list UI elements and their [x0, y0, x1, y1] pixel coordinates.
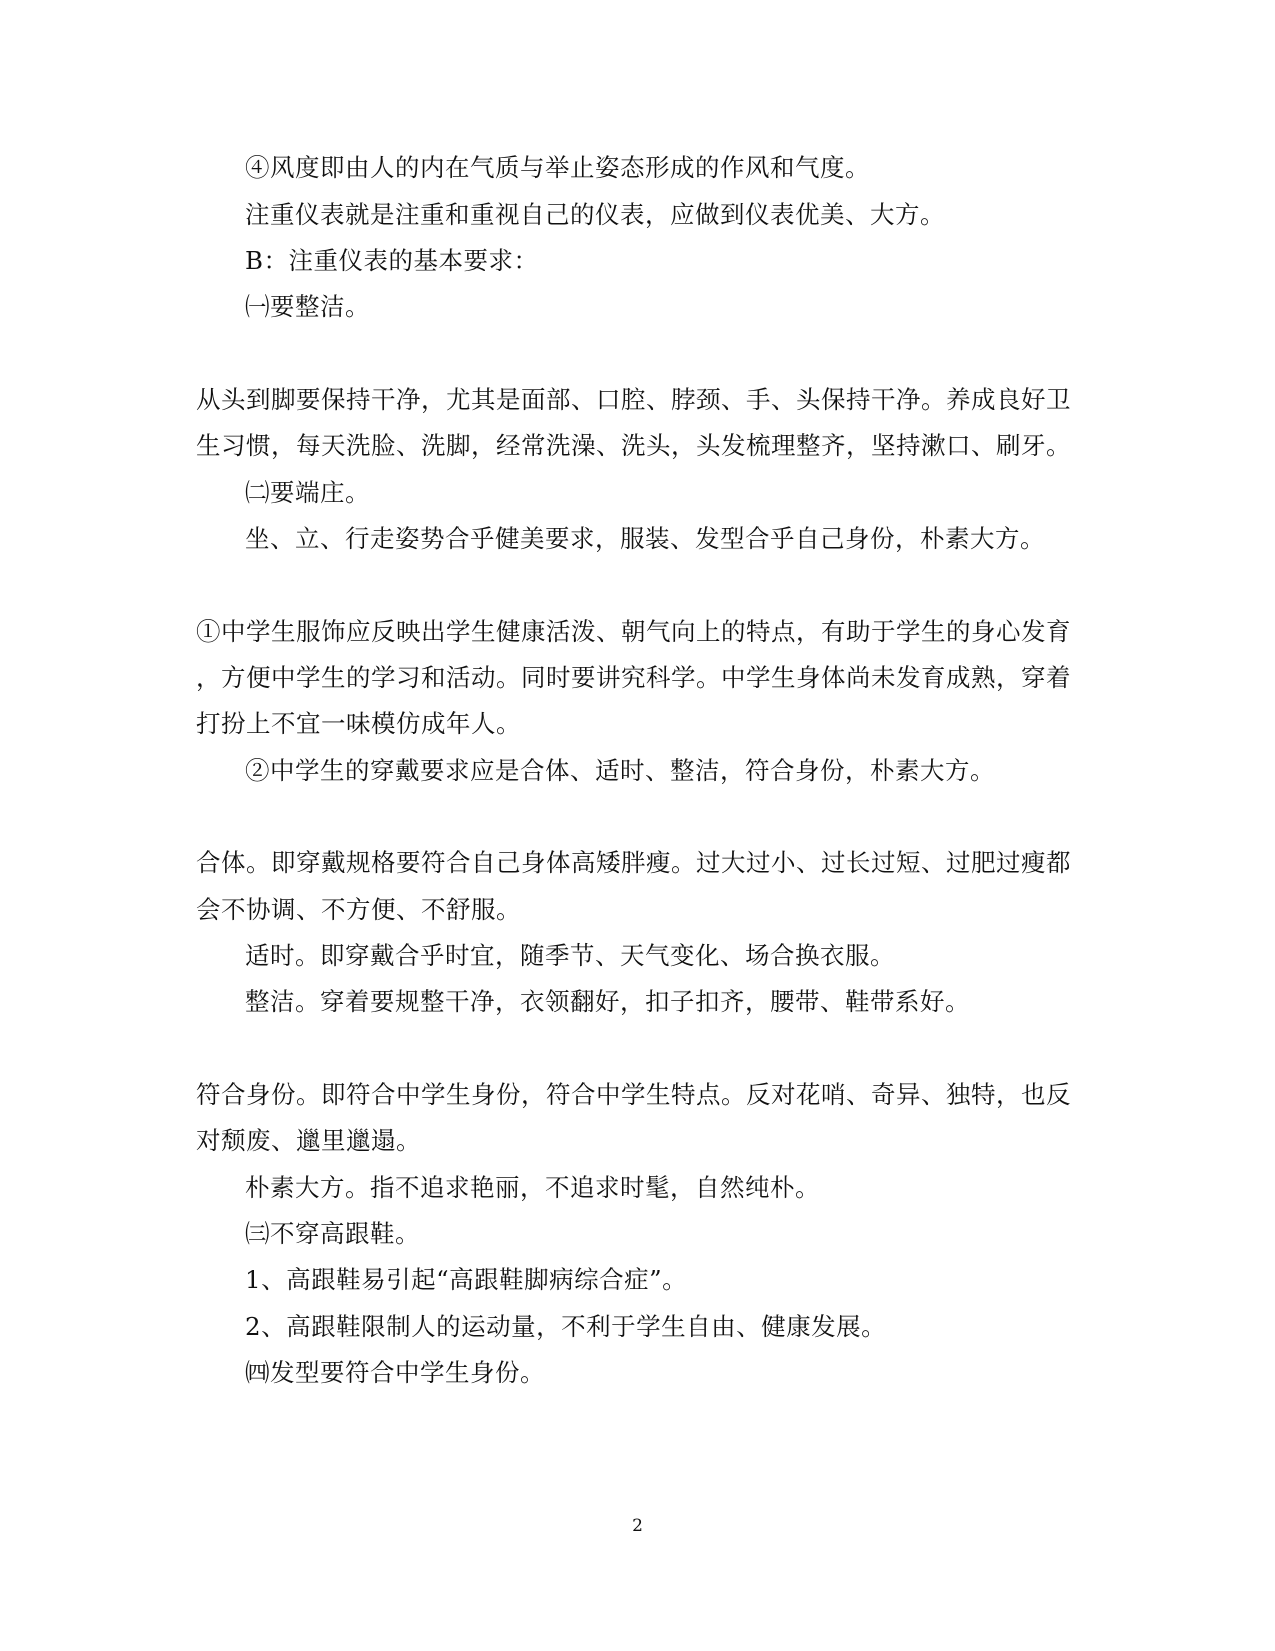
text-line-8: 坐、立、行走姿势合乎健美要求，服装、发型合乎自己身份，朴素大方。 — [245, 524, 1045, 553]
text-line-22: 2、高跟鞋限制人的运动量，不利于学生自由、健康发展。 — [245, 1312, 887, 1341]
text-line-12: ②中学生的穿戴要求应是合体、适时、整洁，符合身份，朴素大方。 — [245, 756, 995, 785]
text-line-7: ㈡要端庄。 — [245, 478, 370, 507]
text-line-18: 对颓废、邋里邋遢。 — [196, 1126, 421, 1155]
text-line-2: 注重仪表就是注重和重视自己的仪表，应做到仪表优美、大方。 — [245, 200, 945, 229]
text-line-9: ①中学生服饰应反映出学生健康活泼、朝气向上的特点，有助于学生的身心发育 — [196, 617, 1071, 646]
text-line-11: 打扮上不宜一味模仿成年人。 — [196, 709, 521, 738]
text-line-21: 1、高跟鞋易引起“高跟鞋脚病综合症”。 — [245, 1265, 688, 1294]
text-line-10: ，方便中学生的学习和活动。同时要讲究科学。中学生身体尚未发育成熟，穿着 — [196, 663, 1071, 692]
text-line-16: 整洁。穿着要规整干净，衣领翻好，扣子扣齐，腰带、鞋带系好。 — [245, 987, 970, 1016]
page-number: 2 — [632, 1516, 643, 1536]
text-line-14: 会不协调、不方便、不舒服。 — [196, 895, 521, 924]
text-line-4: ㈠要整洁。 — [245, 292, 370, 321]
text-line-20: ㈢不穿高跟鞋。 — [245, 1219, 420, 1248]
text-line-23: ㈣发型要符合中学生身份。 — [245, 1358, 545, 1387]
text-line-6: 生习惯，每天洗脸、洗脚，经常洗澡、洗头，头发梳理整齐，坚持漱口、刷牙。 — [196, 431, 1071, 460]
text-line-13: 合体。即穿戴规格要符合自己身体高矮胖瘦。过大过小、过长过短、过肥过瘦都 — [196, 848, 1071, 877]
text-line-5: 从头到脚要保持干净，尤其是面部、口腔、脖颈、手、头保持干净。养成良好卫 — [196, 385, 1071, 414]
text-line-19: 朴素大方。指不追求艳丽，不追求时髦，自然纯朴。 — [245, 1173, 820, 1202]
text-line-1: ④风度即由人的内在气质与举止姿态形成的作风和气度。 — [245, 153, 870, 182]
text-line-17: 符合身份。即符合中学生身份，符合中学生特点。反对花哨、奇异、独特，也反 — [196, 1080, 1071, 1109]
text-line-15: 适时。即穿戴合乎时宜，随季节、天气变化、场合换衣服。 — [245, 941, 895, 970]
text-line-3: B：注重仪表的基本要求： — [245, 246, 539, 275]
